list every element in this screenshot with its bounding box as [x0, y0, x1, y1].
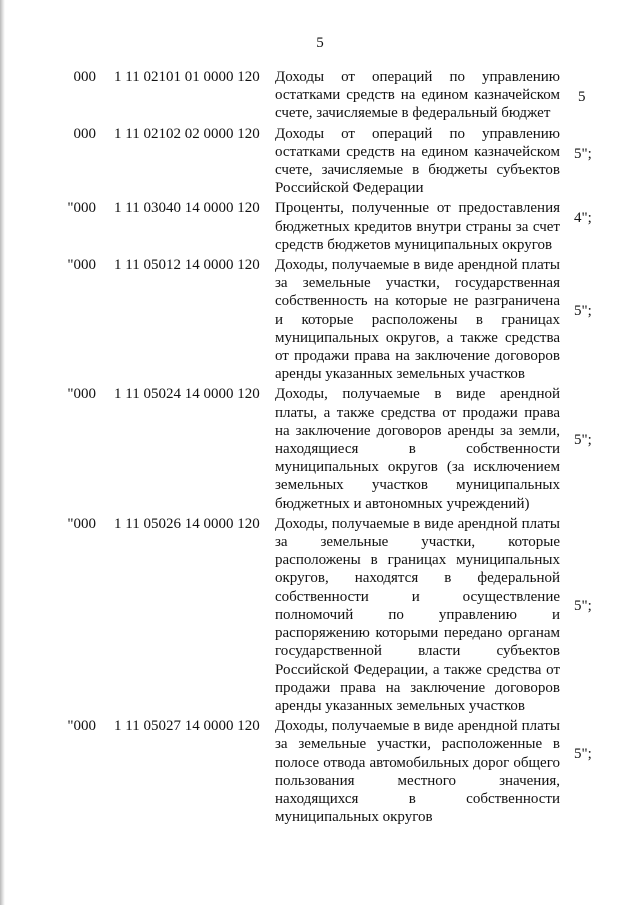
admin-code: 000	[73, 69, 96, 85]
distribution-norm: 4";	[574, 210, 592, 227]
distribution-norm: 5";	[574, 303, 592, 320]
budget-classification-code: 1 11 05024 14 0000 120	[114, 386, 260, 403]
table-row	[0, 515, 640, 715]
admin-code: "000	[67, 515, 96, 532]
distribution-norm: 5";	[574, 597, 592, 614]
budget-classification-code: 1 11 05027 14 0000 120	[114, 718, 260, 735]
revenue-name: Доходы, получаемые в виде арендной платы за земельные участки, которые расположены в границах муниципальных округов, находятся в федеральной собственности и осуществление полномочий по управлению и распоряжению которыми передано органам государственной власти субъектов Российской Федерации, а также средства от продажи права на заключение договоров аренды указанных земельных участков	[275, 515, 560, 714]
admin-code: "000	[67, 386, 96, 403]
revenue-table	[0, 68, 640, 828]
budget-classification-code: 1 11 03040 14 0000 120	[114, 200, 260, 217]
revenue-name: Доходы, получаемые в виде арендной платы за земельные участки, государственная собственность на которые не разграничена и которые расположены в границах муниципальных округов, а также средства от продажи права на заключение договоров аренды указанных земельных участков	[275, 257, 560, 383]
table-row	[0, 68, 640, 123]
distribution-norm: 5";	[574, 432, 592, 449]
distribution-norm: 5";	[574, 746, 592, 763]
admin-code: 000	[73, 125, 96, 142]
table-row	[0, 717, 640, 826]
admin-code: "000	[67, 200, 96, 217]
page-number: 5	[316, 35, 324, 51]
admin-code: "000	[67, 718, 96, 735]
budget-classification-code: 1 11 05026 14 0000 120	[114, 515, 260, 532]
admin-code: "000	[67, 257, 96, 274]
revenue-name: Доходы от операций по управлению остатками средств на едином казначейском счете, зачисляемые в бюджеты субъектов Российской Федерации	[275, 125, 560, 197]
table-row	[0, 199, 640, 254]
revenue-name: Доходы, получаемые в виде арендной платы за земельные участки, расположенные в полосе отвода автомобильных дорог общего пользования местного значения, находящихся в собственности муниципальных округов	[275, 718, 560, 826]
table-row	[0, 125, 640, 198]
budget-classification-code: 1 11 02102 02 0000 120	[114, 125, 260, 142]
distribution-norm: 5";	[574, 145, 592, 162]
revenue-name: Проценты, полученные от предоставления бюджетных кредитов внутри страны за счет средств бюджетов муниципальных округов	[275, 200, 560, 253]
budget-classification-code: 1 11 02101 01 0000 120	[114, 69, 260, 85]
revenue-name: Доходы от операций по управлению остатками средств на едином казначейском счете, зачисляемые в федеральный бюджет	[275, 69, 560, 122]
table-row	[0, 256, 640, 383]
budget-classification-code: 1 11 05012 14 0000 120	[114, 257, 260, 274]
distribution-norm: 5	[578, 89, 586, 105]
revenue-name: Доходы, получаемые в виде арендной платы, а также средства от продажи права на заключение договоров аренды за земли, находящиеся в собственности муниципальных округов (за исключением земельных участков муниципальных бюджетных и автономных учреждений)	[275, 386, 560, 512]
table-row	[0, 385, 640, 512]
